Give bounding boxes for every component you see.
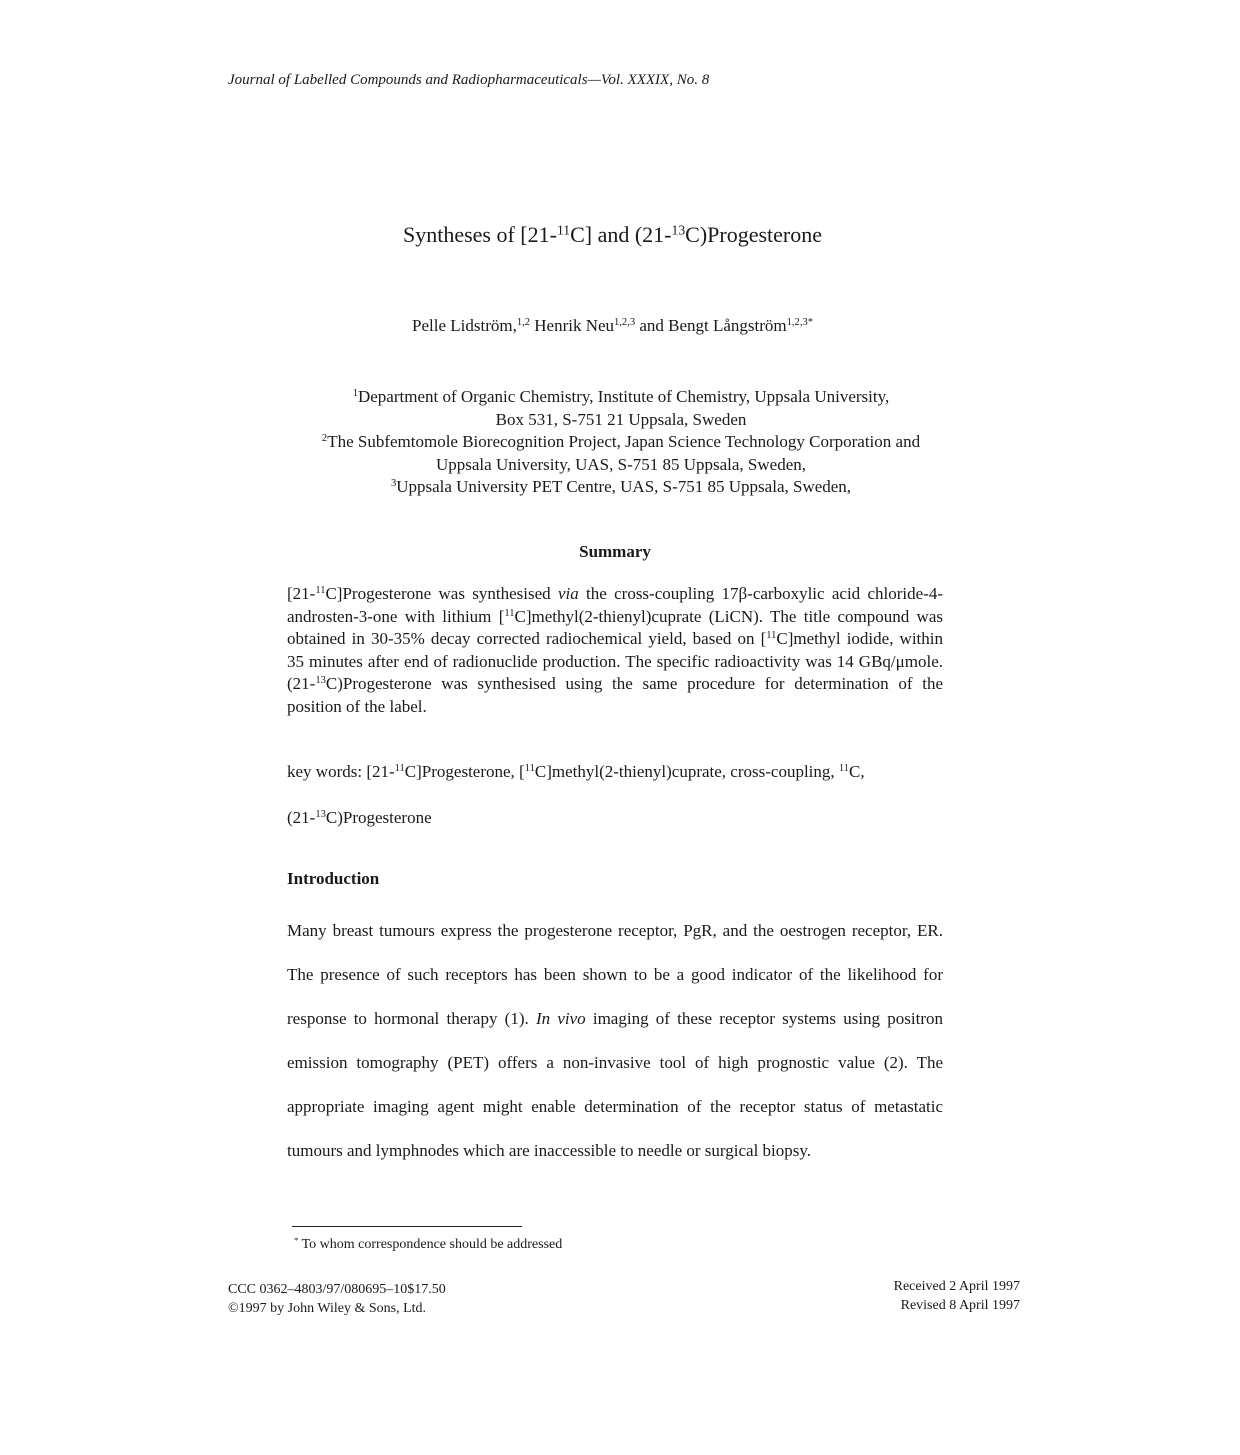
introduction-heading: Introduction <box>287 869 380 888</box>
footnote: * To whom correspondence should be addressed <box>294 1235 563 1252</box>
affiliations <box>0 386 1240 499</box>
author-list: Pelle Lidström,$^{1,2}$ Henrik Neu$^{1,2,3}$ and Bengt Långström$^{1,2,3*}$ <box>412 316 813 335</box>
paper-title: Syntheses of [21-$^{11}$C] and (21-$^{13}$C)Progesterone <box>402 222 822 247</box>
journal-header: Journal of Labelled Compounds and Radiopharmaceuticals—Vol. XXXIX, No. 8 <box>228 72 710 88</box>
affiliation-2-address: Uppsala University, UAS, S-751 85 Uppsala, Sweden, <box>435 454 807 474</box>
dates-block <box>830 1277 1020 1315</box>
received-date: Received 2 April 1997 <box>893 1279 1020 1294</box>
footnote-divider <box>292 1226 522 1227</box>
affiliation-2: $^2$The Subfemtomole Biorecognition Project, Japan Science Technology Corporation and <box>321 432 921 451</box>
summary-heading: Summary <box>579 542 651 561</box>
ccc-code: CCC 0362–4803/97/080695–10$17.50 <box>228 1282 446 1297</box>
keywords-line-1: key words: [21-$^{11}$C]Progesterone, [$^{11}$C]methyl(2-thienyl)cuprate, cross-coupling, $^{11}$C, <box>287 762 865 781</box>
introduction-paragraph: Many breast tumours express the progesterone receptor, PgR, and the oestrogen receptor, ER. The presence of such receptors has been shown to be a good indicator of the likelihood for response to hormonal therapy (1). In vivo imaging of these receptor systems using positron emission tomography (PET) offers a non-invasive tool of high prognostic value (2). The appropriate imaging agent might enable determination of the receptor status of metastatic tumours and lymphnodes which are inaccessible to needle or surgical biopsy. <box>287 921 943 1160</box>
affiliation-3: $^3$Uppsala University PET Centre, UAS, S-751 85 Uppsala, Sweden, <box>390 477 852 496</box>
revised-date: Revised 8 April 1997 <box>900 1298 1020 1313</box>
affiliation-1: $^1$Department of Organic Chemistry, Institute of Chemistry, Uppsala University, <box>352 387 890 406</box>
summary-paragraph: [21-$^{11}$C]Progesterone was synthesised via the cross-coupling 17β-carboxylic acid chloride-4-androsten-3-one with lithium [$^{11}$C]methyl(2-thienyl)cuprate (LiCN). The title compound was obtained in 30-35% decay corrected radiochemical yield, based on [$^{11}$C]methyl iodide, within 35 minutes after end of radionuclide production. The specific radioactivity was 14 GBq/μmole. (21-$^{13}$C)Progesterone was synthesised using the same procedure for determination of the position of the label. <box>287 584 943 716</box>
affiliation-1-address: Box 531, S-751 21 Uppsala, Sweden <box>495 409 747 429</box>
copyright-line: ©1997 by John Wiley & Sons, Ltd. <box>228 1301 427 1316</box>
copyright-block <box>228 1280 446 1318</box>
keywords-line-2: (21-$^{13}$C)Progesterone <box>287 808 432 827</box>
